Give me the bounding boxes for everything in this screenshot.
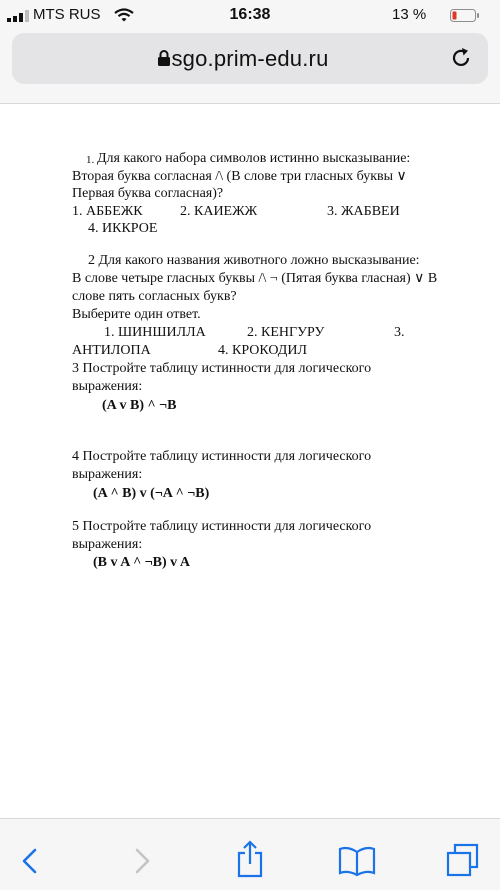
q3-expression: (A v B) ^ ¬B — [102, 398, 177, 413]
q2-option2: 2. КЕНГУРУ — [247, 325, 325, 340]
browser-toolbar — [0, 818, 500, 890]
q4-line1: 4 Постройте таблицу истинности для логического — [72, 449, 372, 464]
q2-option1: 1. ШИНШИЛЛА — [104, 325, 206, 340]
q1-number: 1. — [86, 154, 95, 166]
url-text: sgo.prim-edu.ru — [171, 46, 329, 71]
document-content — [0, 104, 500, 816]
q1-line2: Вторая буква согласная /\ (В слове три гласных буквы ∨ — [72, 169, 407, 184]
carrier-label: MTS RUS — [33, 6, 101, 23]
q3-line2: выражения: — [72, 379, 143, 394]
q4-expression: (A ^ B) v (¬A ^ ¬B) — [93, 486, 210, 501]
reload-icon[interactable] — [449, 46, 473, 70]
q1-option4: 4. ИККРОЕ — [88, 221, 158, 236]
q1-option2: 2. КАИЕЖЖ — [180, 204, 258, 219]
status-bar — [0, 0, 500, 30]
back-icon[interactable] — [20, 847, 40, 875]
browser-header — [0, 0, 500, 104]
q2-option3-label: АНТИЛОПА — [72, 343, 151, 358]
q2-line3: слове пять согласных букв? — [72, 289, 237, 304]
q1-line1: Для какого набора символов истинно высказывание: — [97, 151, 411, 166]
q1-option1: 1. АББЕЖК — [72, 204, 143, 219]
q1-line3: Первая буква согласная)? — [72, 186, 224, 201]
battery-percent: 13 % — [392, 6, 427, 23]
forward-icon[interactable] — [132, 847, 152, 875]
share-icon[interactable] — [234, 839, 266, 879]
clock: 16:38 — [229, 6, 271, 23]
q2-line2: В слове четыре гласных буквы /\ ¬ (Пятая буква гласная) ∨ В — [72, 271, 438, 286]
address-bar[interactable] — [12, 33, 488, 84]
q2-line1: 2 Для какого названия животного ложно высказывание: — [88, 253, 420, 268]
q5-line1: 5 Постройте таблицу истинности для логического — [72, 519, 372, 534]
battery-icon — [450, 9, 480, 22]
q4-line2: выражения: — [72, 467, 143, 482]
bookmarks-icon[interactable] — [338, 845, 376, 877]
q2-line4: Выберите один ответ. — [72, 307, 201, 322]
q2-option4: 4. КРОКОДИЛ — [218, 343, 307, 358]
q5-line2: выражения: — [72, 537, 143, 552]
q1-option3: 3. ЖАБВЕИ — [327, 204, 400, 219]
q2-option3-number: 3. — [394, 325, 405, 340]
tabs-icon[interactable] — [446, 843, 480, 877]
q3-line1: 3 Постройте таблицу истинности для логического — [72, 361, 372, 376]
q5-expression: (B v A ^ ¬B) v A — [93, 555, 191, 570]
